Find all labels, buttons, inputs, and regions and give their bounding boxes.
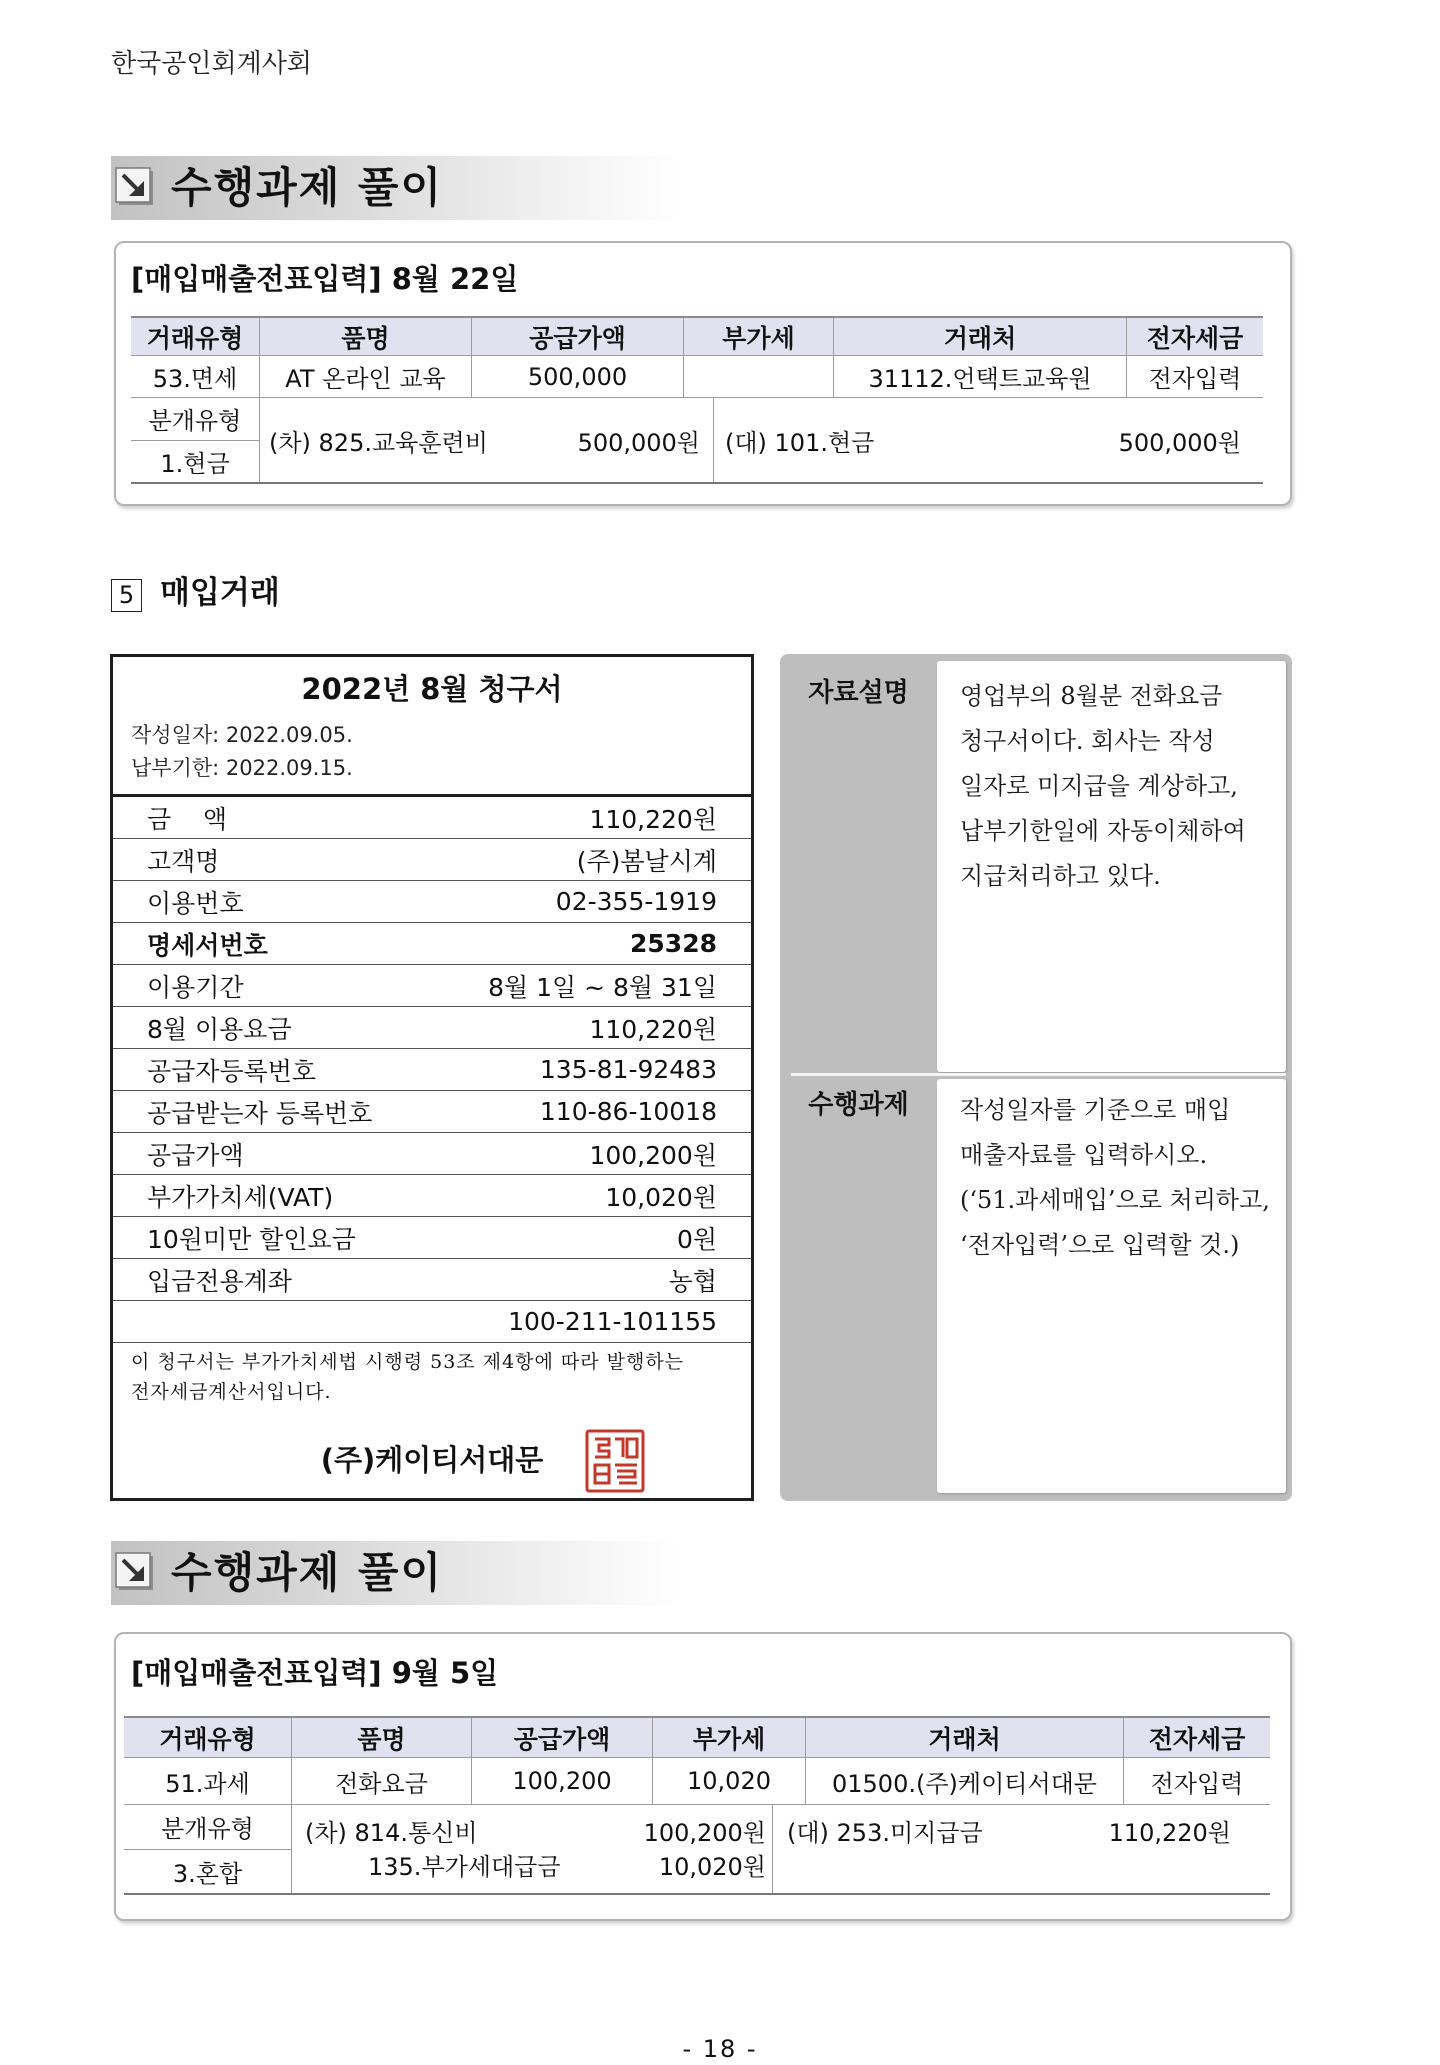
section-number-box: 5 [111, 579, 142, 612]
table-row [131, 356, 1263, 398]
vendor-cell: 01500.(주)케이티서대문 [805, 1758, 1123, 1804]
invoice-row [113, 1091, 751, 1133]
description-box [937, 661, 1286, 1072]
invoice-row [113, 1175, 751, 1217]
column-header: 품명 [259, 318, 471, 355]
transaction-type-cell: 53.면세 [152, 365, 238, 393]
debit-amount: 100,200원 [643, 1819, 766, 1847]
instruction-panel [780, 654, 1292, 1501]
journal-type-value: 1.현금 [160, 449, 230, 478]
solution-banner-2 [111, 1541, 681, 1605]
invoice-row [113, 1301, 751, 1343]
invoice-row-label: 공급받는자 등록번호 [147, 1098, 373, 1128]
credit-amount: 500,000원 [1118, 428, 1241, 457]
column-header: 부가세 [652, 1718, 805, 1757]
invoice-row-value: 25328 [630, 929, 717, 958]
column-header: 전자세금 [1123, 1718, 1270, 1757]
entry-title: [매입매출전표입력] 9월 5일 [131, 1656, 499, 1690]
task-label: 수행과제 [808, 1090, 909, 1120]
solution-banner-1 [111, 156, 681, 220]
column-header: 전자세금 [1126, 318, 1263, 355]
vat-cell: 10,020 [652, 1758, 805, 1804]
invoice-due-date: 납부기한: 2022.09.15. [131, 756, 353, 780]
entry-table [131, 316, 1263, 484]
task-line: ‘전자입력’으로 입력할 것.) [960, 1231, 1240, 1259]
item-name-cell: AT 온라인 교육 [259, 356, 471, 397]
credit-line [787, 1816, 1231, 1850]
supply-amount-cell: 500,000 [471, 356, 683, 397]
credit-amount: 110,220원 [1108, 1819, 1231, 1847]
task-line: (‘51.과세매입’으로 처리하고, [960, 1186, 1270, 1214]
invoice-row-value: (주)봄날시계 [576, 846, 717, 876]
description-line: 청구서이다. 회사는 작성 [960, 727, 1215, 755]
invoice-row-value: 02-355-1919 [555, 887, 717, 916]
vat-cell [683, 356, 833, 397]
column-header: 공급가액 [471, 1718, 652, 1757]
invoice-row-value: 농협 [668, 1266, 717, 1296]
invoice-row-label: 고객명 [147, 846, 220, 876]
solution-title: 수행과제 풀이 [171, 163, 444, 212]
journal-type-label: 분개유형 [124, 1805, 291, 1850]
invoice-row-value: 100,200원 [589, 1140, 717, 1170]
invoice-row [113, 881, 751, 923]
column-header: 거래유형 [159, 1724, 256, 1754]
telecom-invoice [110, 654, 754, 1501]
invoice-row-value: 110-86-10018 [539, 1097, 717, 1126]
organization-name: 한국공인회계사회 [111, 49, 312, 79]
invoice-row-value: 100-211-101155 [508, 1307, 717, 1336]
invoice-row-label: 금 액 [147, 804, 228, 834]
debit-line [305, 1850, 766, 1884]
invoice-issuer: (주)케이티서대문 [320, 1443, 544, 1477]
debit-block [259, 398, 713, 482]
column-header: 거래처 [805, 1718, 1123, 1757]
invoice-row-value: 10,020원 [605, 1182, 717, 1212]
column-header: 거래처 [833, 318, 1126, 355]
item-name-cell: 전화요금 [291, 1758, 471, 1804]
task-box [937, 1079, 1286, 1493]
invoice-row [113, 1133, 751, 1175]
transaction-type-cell: 51.과세 [165, 1769, 250, 1798]
e-tax-cell: 전자입력 [1126, 356, 1263, 397]
invoice-row-label: 부가가치세(VAT) [147, 1182, 334, 1212]
column-header: 품명 [291, 1718, 471, 1757]
invoice-row-label: 이용기간 [147, 972, 244, 1002]
company-seal [583, 1429, 647, 1493]
journal-row [131, 398, 1263, 484]
solution-title: 수행과제 풀이 [171, 1548, 444, 1597]
invoice-row [113, 923, 751, 965]
page-number: - 18 - [682, 2035, 758, 2063]
invoice-row-value: 8월 1일 ~ 8월 31일 [488, 972, 717, 1002]
debit-line [269, 423, 700, 458]
credit-block [772, 1805, 1270, 1893]
column-header: 거래유형 [146, 323, 244, 353]
description-line: 납부기한일에 자동이체하여 [960, 817, 1246, 845]
debit-amount: 500,000원 [577, 428, 700, 457]
debit-line [305, 1816, 766, 1850]
task-line: 매출자료를 입력하시오. [960, 1141, 1208, 1169]
invoice-row-label: 공급자등록번호 [147, 1056, 317, 1086]
invoice-row [113, 1259, 751, 1301]
arrow-down-right-icon [114, 166, 156, 208]
invoice-note-line: 이 청구서는 부가가치세법 시행령 53조 제4항에 따라 발행하는 [131, 1351, 685, 1373]
description-line: 지급처리하고 있다. [960, 862, 1161, 890]
invoice-row-label: 명세서번호 [147, 930, 268, 960]
invoice-written-date: 작성일자: 2022.09.05. [131, 723, 353, 747]
invoice-row-label: 10원미만 할인요금 [147, 1224, 356, 1254]
supply-amount-cell: 100,200 [471, 1758, 652, 1804]
debit-block [291, 1805, 772, 1893]
entry-title: [매입매출전표입력] 8월 22일 [131, 262, 519, 296]
journal-type [124, 1805, 291, 1893]
invoice-row-label: 입금전용계좌 [147, 1266, 292, 1296]
invoice-row-label: 8월 이용요금 [147, 1014, 292, 1044]
journal-row [124, 1805, 1270, 1895]
invoice-row [113, 965, 751, 1007]
invoice-row [113, 1217, 751, 1259]
debit-account: (차) 825.교육훈련비 [269, 428, 488, 457]
invoice-row [113, 1007, 751, 1049]
credit-line [725, 423, 1241, 458]
invoice-row-value: 0원 [676, 1224, 717, 1254]
invoice-row-label: 이용번호 [147, 888, 244, 918]
invoice-row [113, 839, 751, 881]
table-header-row [124, 1716, 1270, 1758]
description-line: 영업부의 8월분 전화요금 [960, 682, 1223, 710]
credit-account: (대) 253.미지급금 [787, 1819, 983, 1847]
invoice-row-label: 공급가액 [147, 1140, 244, 1170]
invoice-row-value: 135-81-92483 [539, 1055, 717, 1084]
journal-type-value: 3.혼합 [172, 1859, 243, 1888]
credit-block [713, 398, 1263, 482]
debit-amount: 10,020원 [658, 1853, 766, 1881]
e-tax-cell: 전자입력 [1123, 1758, 1270, 1804]
panel-divider [791, 1073, 1286, 1076]
invoice-row [113, 1049, 751, 1091]
invoice-row-value: 110,220원 [589, 1014, 717, 1044]
debit-account: 135.부가세대급금 [368, 1853, 561, 1881]
journal-entry-card-1 [114, 241, 1292, 506]
vendor-cell: 31112.언택트교육원 [833, 356, 1126, 397]
credit-account: (대) 101.현금 [725, 428, 875, 457]
invoice-row-value: 110,220원 [589, 804, 717, 834]
table-header-row [131, 316, 1263, 356]
invoice-note-line: 전자세금계산서입니다. [131, 1381, 332, 1403]
invoice-rows [113, 794, 751, 1343]
journal-type-label: 분개유형 [131, 398, 259, 441]
debit-account: (차) 814.통신비 [305, 1819, 478, 1847]
description-line: 일자로 미지급을 계상하고, [960, 772, 1238, 800]
arrow-down-right-icon [114, 1551, 156, 1593]
task-line: 작성일자를 기준으로 매입 [960, 1096, 1231, 1124]
invoice-row [113, 797, 751, 839]
table-row [124, 1758, 1270, 1805]
entry-table [124, 1716, 1270, 1895]
description-label: 자료설명 [808, 678, 909, 708]
journal-entry-card-2 [114, 1632, 1292, 1921]
column-header: 부가세 [683, 318, 833, 355]
column-header: 공급가액 [471, 318, 683, 355]
invoice-title: 2022년 8월 청구서 [301, 672, 563, 706]
journal-type [131, 398, 259, 482]
section-title: 매입거래 [160, 575, 280, 611]
